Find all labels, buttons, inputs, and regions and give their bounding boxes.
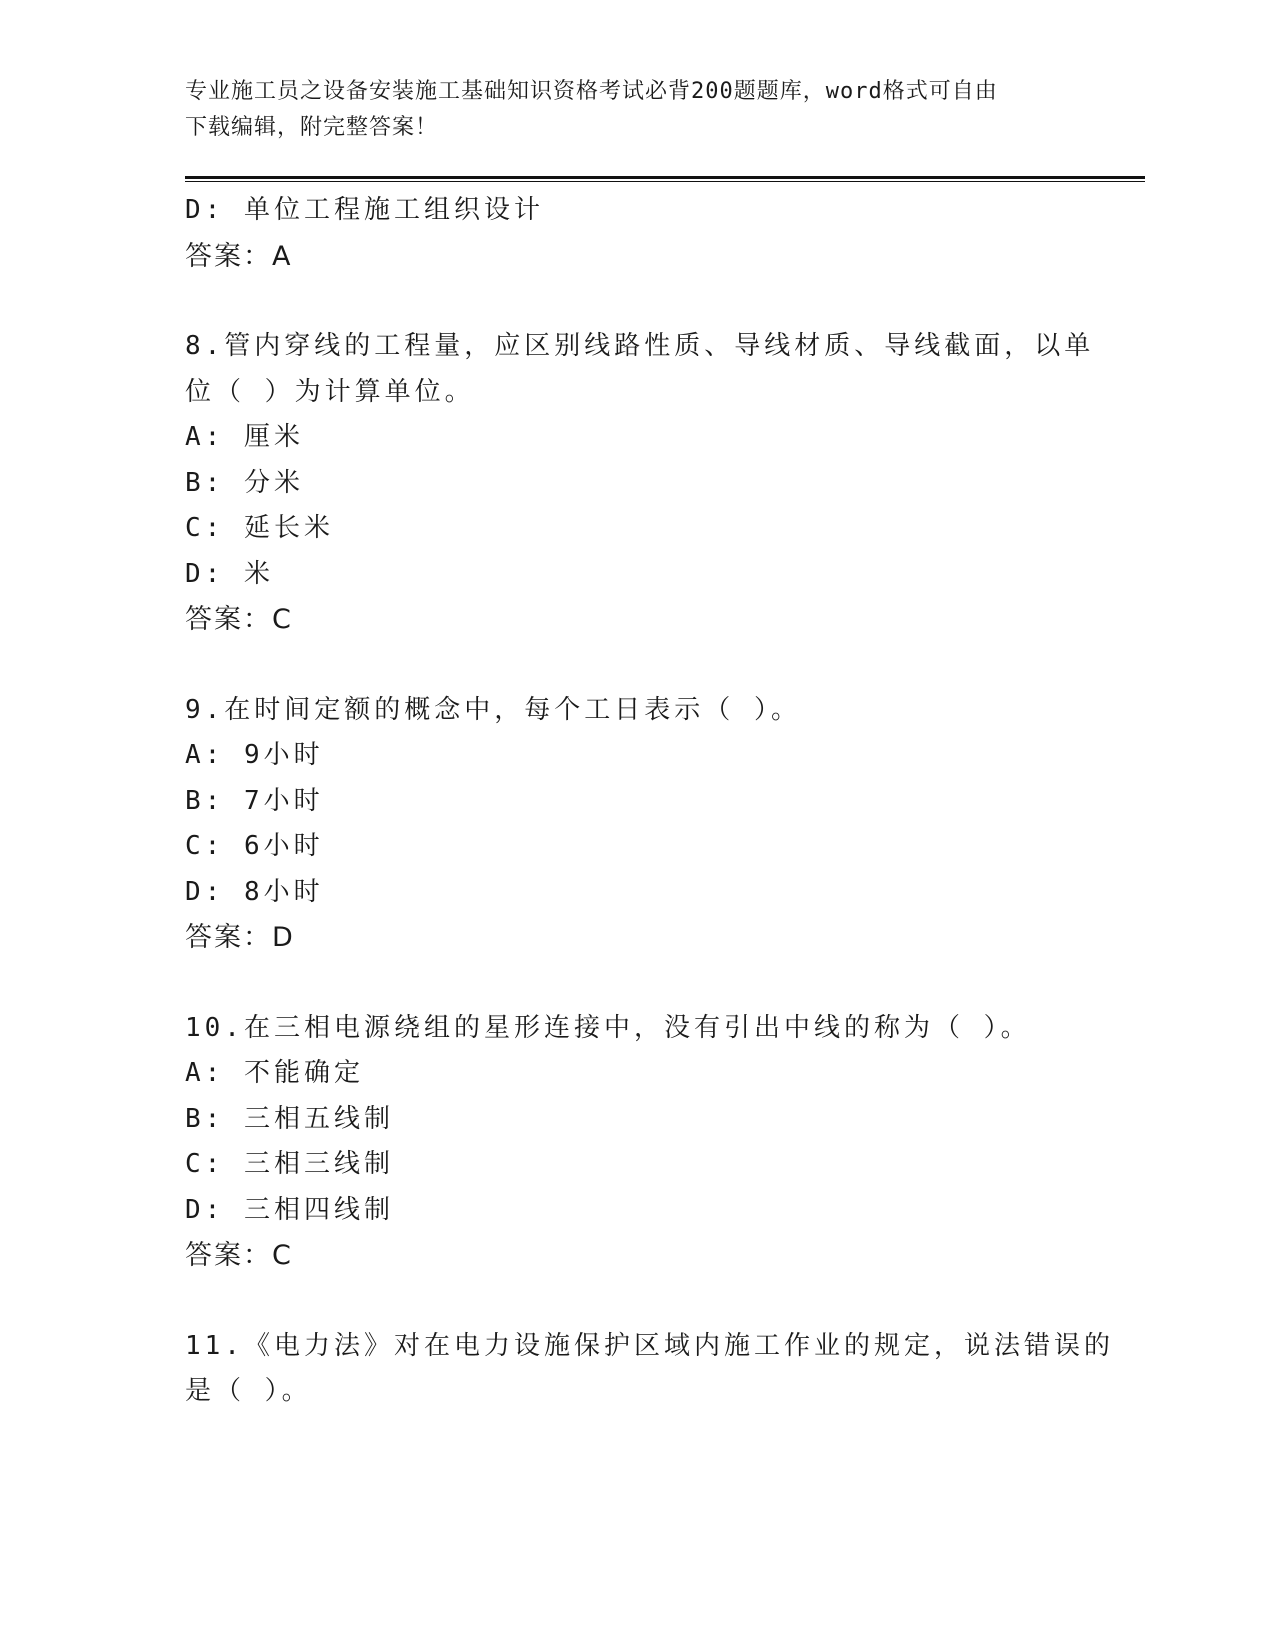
question-stem: 10.在三相电源绕组的星形连接中，没有引出中线的称为（ ）。 — [185, 1012, 1031, 1043]
header-line-2: 下载编辑，附完整答案！ — [185, 115, 439, 140]
question-stem: 8.管内穿线的工程量，应区别线路性质、导线材质、导线截面，以单 — [185, 331, 1095, 361]
option-c: C: 6小时 — [185, 831, 324, 861]
question-stem: 9.在时间定额的概念中，每个工日表示（ ）。 — [185, 694, 801, 725]
option-d: D: 米 — [185, 558, 274, 589]
option-c: C: 延长米 — [185, 513, 334, 543]
answer: 答案：C — [185, 1240, 293, 1271]
question-10 — [185, 1006, 1085, 1279]
question-stem: 是（ ）。 — [185, 1376, 312, 1406]
spacer — [185, 643, 1085, 688]
document-header — [185, 74, 1065, 146]
spacer — [185, 1279, 1085, 1324]
answer: 答案：A — [185, 240, 293, 272]
question-stem: 11.《电力法》对在电力设施保护区域内施工作业的规定，说法错误的 — [185, 1330, 1114, 1361]
option-d: D: 8小时 — [185, 876, 324, 907]
option-b: B: 分米 — [185, 467, 304, 498]
question-9 — [185, 688, 1085, 961]
header-rule-thin — [185, 181, 1145, 182]
option-c: C: 三相三线制 — [185, 1149, 394, 1179]
question-8 — [185, 324, 1095, 643]
option-a: A: 厘米 — [185, 422, 304, 452]
option-b: B: 三相五线制 — [185, 1103, 394, 1134]
header-rule-thick — [185, 176, 1145, 179]
question-list — [185, 188, 1114, 1415]
header-line-1: 专业施工员之设备安装施工基础知识资格考试必背200题题库，word格式可自由 — [185, 79, 998, 104]
option-d: D: 单位工程施工组织设计 — [185, 195, 544, 225]
answer: 答案：D — [185, 922, 295, 953]
answer: 答案：C — [185, 604, 293, 635]
option-a: A: 不能确定 — [185, 1058, 364, 1088]
spacer — [185, 961, 1085, 1006]
question-11 — [185, 1324, 1114, 1415]
option-b: B: 7小时 — [185, 785, 324, 816]
option-d: D: 三相四线制 — [185, 1194, 394, 1225]
question-stem: 位（ ）为计算单位。 — [185, 376, 475, 407]
spacer — [185, 279, 1085, 324]
option-a: A: 9小时 — [185, 740, 324, 770]
